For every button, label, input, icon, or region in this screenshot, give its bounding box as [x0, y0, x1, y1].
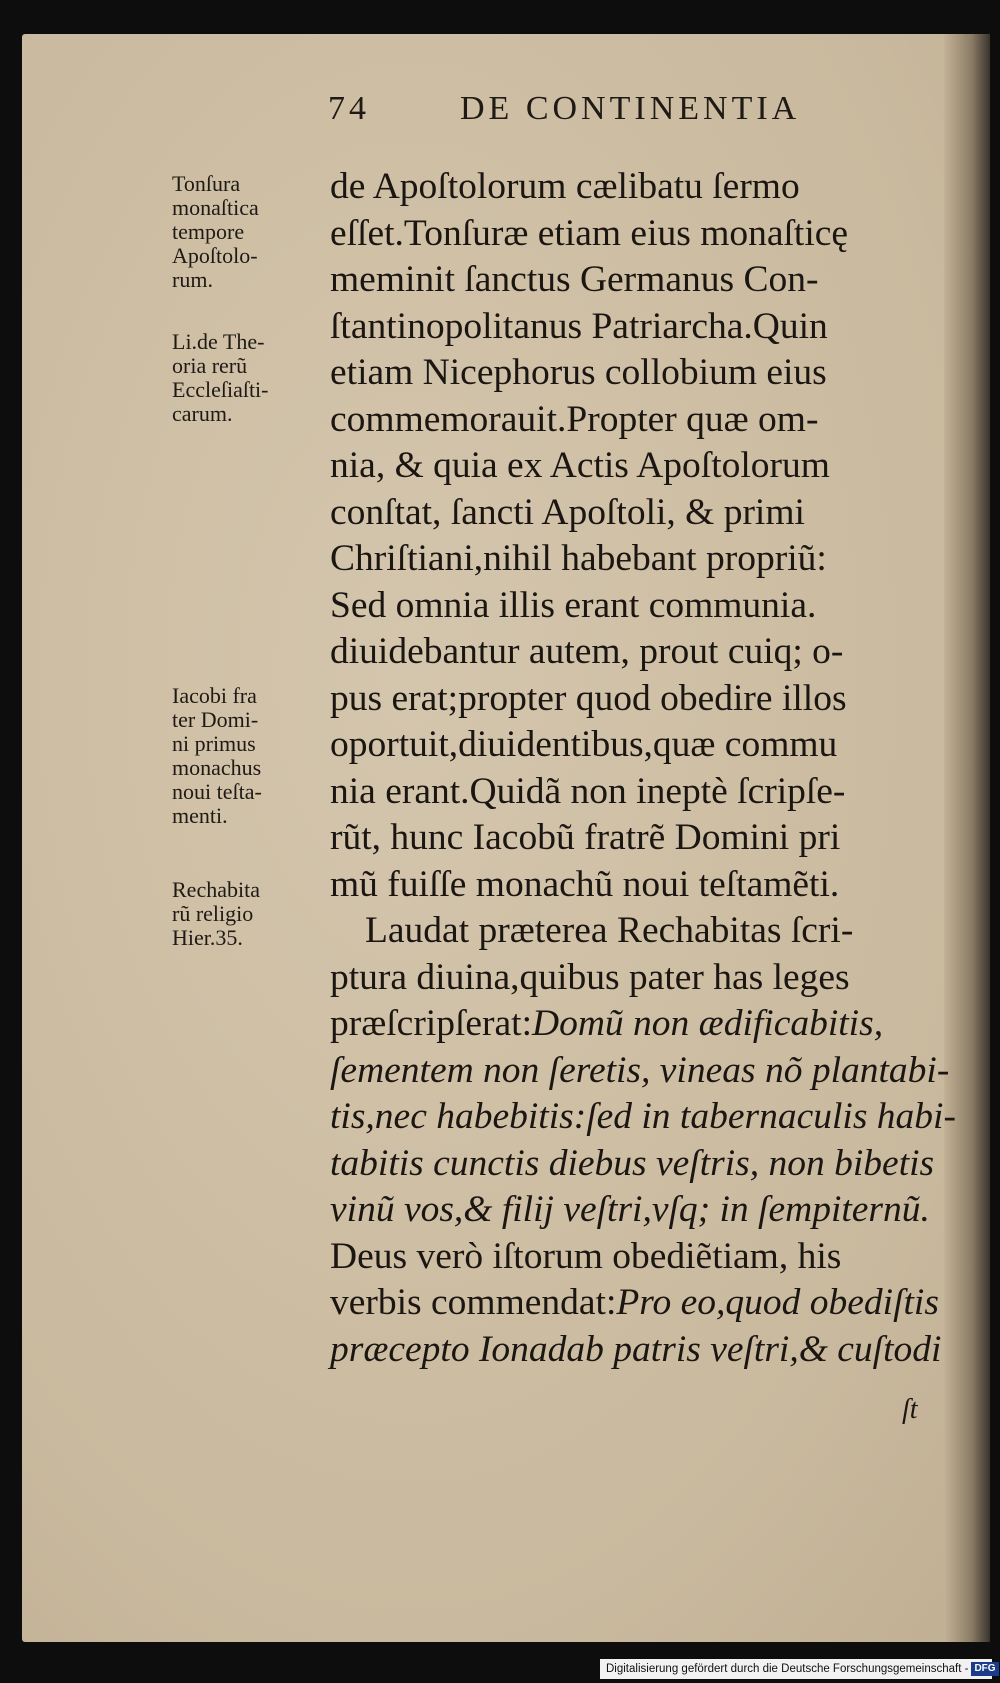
- text-line: meminit ſanctus Germanus Con-: [330, 259, 819, 300]
- text-line: etiam Nicephorus collobium eius: [330, 352, 827, 393]
- text-line-italic: ſementem non ſeretis, vineas nõ plantabi-: [330, 1049, 950, 1091]
- margin-note-iacobi: Iacobi fra ter Domi- ni primus monachus noui teſta- menti.: [172, 683, 262, 828]
- text-line: ſtantinopolitanus Patriarcha.Quin: [330, 305, 828, 347]
- text-line: Chriſtiani,nihil habebant propriũ:: [330, 538, 827, 579]
- text-line: rũt, hunc Iacobũ fratrẽ Domini pri: [330, 817, 841, 858]
- text-line-mixed: [330, 1280, 970, 1327]
- text-line: pus erat;propter quod obedire illos: [330, 677, 847, 719]
- text-italic-quote: Domũ non ædificabitis,: [532, 1003, 884, 1044]
- text-line: eſſet.Tonſuræ etiam eius monaſticę: [330, 212, 849, 254]
- running-header: [310, 90, 870, 146]
- text-line: nia erant.Quidã non ineptè ſcripſe-: [330, 770, 846, 812]
- text-line: Deus verò iſtorum obediẽtiam, his: [330, 1235, 842, 1277]
- dfg-logo: DFG: [971, 1662, 998, 1676]
- text-line: de Apoſtolorum cælibatu ſermo: [330, 166, 800, 207]
- text-line: nia, & quia ex Actis Apoſtolorum: [330, 445, 830, 486]
- text-line: mũ fuiſſe monachũ noui teſtamẽti.: [330, 863, 840, 905]
- margin-note-tonsura: Tonſura monaſtica tempore Apoſtolo- rum.: [172, 171, 259, 292]
- text-line: conſtat, ſancti Apoſtoli, & primi: [330, 491, 805, 533]
- text-roman: verbis commendat:: [330, 1282, 617, 1323]
- text-roman: præſcripſerat:: [330, 1003, 533, 1044]
- text-italic-quote: Pro eo,quod obediſtis: [616, 1282, 939, 1323]
- text-line-italic: vinũ vos,& filij veſtri,vſq; in ſempiternũ.: [330, 1189, 930, 1230]
- text-line: Sed omnia illis erant communia.: [330, 584, 817, 626]
- text-line: commemorauit.Propter quæ om-: [330, 398, 819, 440]
- digitization-footer: [600, 1659, 996, 1679]
- text-line: oportuit,diuidentibus,quæ commu: [330, 724, 838, 765]
- page-number: 74: [328, 90, 370, 127]
- footer-text: Digitalisierung gefördert durch die Deutsche Forschungsgemeinschaft -: [606, 1663, 969, 1675]
- text-line-mixed: [330, 1001, 970, 1048]
- margin-note-rechabitarum: Rechabita rũ religio Hier.35.: [172, 877, 260, 950]
- text-line-italic: tis,nec habebitis:ſed in tabernaculis habi-: [330, 1096, 956, 1137]
- running-title: DE CONTINENTIA: [460, 90, 801, 127]
- text-line: diuidebantur autem, prout cuiq; o-: [330, 631, 844, 672]
- text-line: Laudat præterea Rechabitas ſcri-: [365, 910, 854, 951]
- catchword: ſt: [902, 1394, 918, 1425]
- margin-note-theoria: Li.de The- oria rerũ Eccleſiaſti- carum.: [172, 329, 269, 426]
- text-line: ptura diuina,quibus pater has leges: [330, 956, 850, 998]
- main-text-block: [330, 164, 970, 1373]
- text-line-italic: tabitis cunctis diebus veſtris, non bibetis: [330, 1142, 935, 1184]
- text-line-italic: præcepto Ionadab patris veſtri,& cuſtodi: [330, 1328, 942, 1370]
